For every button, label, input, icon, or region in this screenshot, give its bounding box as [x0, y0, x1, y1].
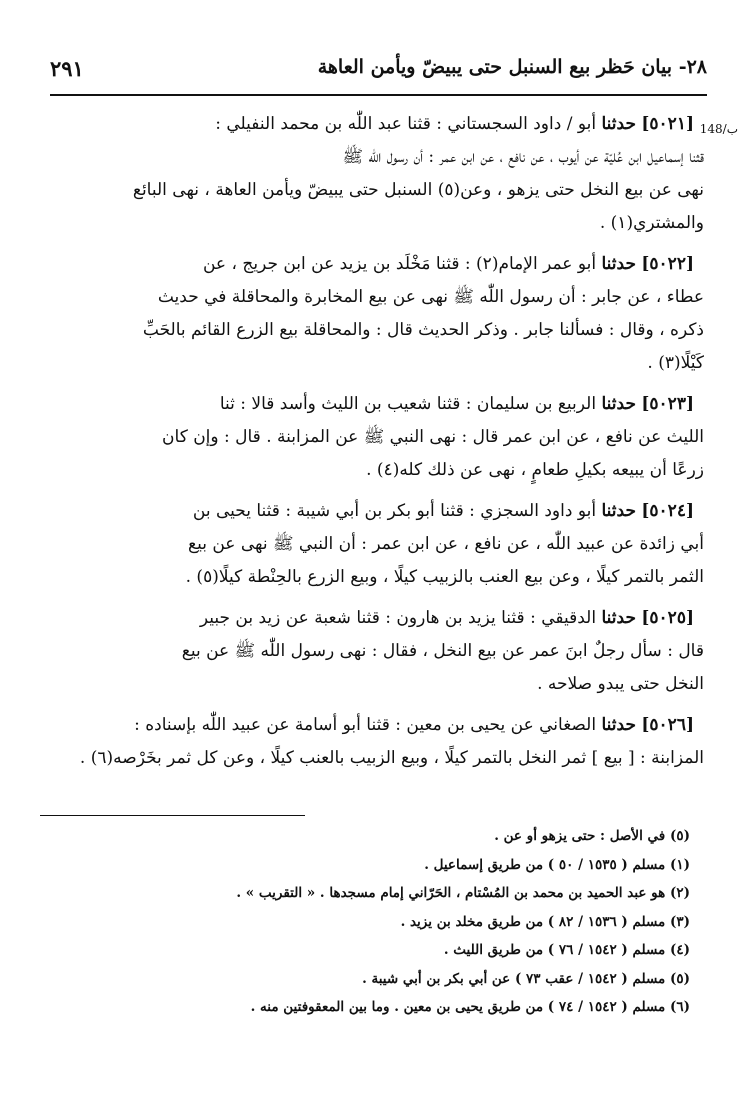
running-title: ٢٨- بيان حَظر بيع السنبل حتى يبيضّ ويأمن العاهة: [317, 56, 707, 78]
hadith-text-line: الصغاني عن يحيى بن معين : قثنا أبو أسامة عن عبيد اللّٰه بإسناده :: [134, 715, 597, 735]
hadith-5025: [40, 602, 704, 701]
footnote: (٣) مسلم ( ١٥٣٦ / ٨٢ ) من طريق مخلد بن يزيد .: [400, 913, 690, 930]
hadith-text-line: الليث عن نافع ، عن ابن عمر قال : نهى النبي ﷺ عن المزابنة . قال : وإن كان: [162, 427, 704, 447]
hadith-text-line: نهى عن بيع النخل حتى يزهو ، وعن(٥) السنبل حتى يبيضّ ويأمن العاهة ، نهى البائع: [132, 180, 704, 200]
hadith-lead: حدثنا: [601, 114, 636, 134]
hadith-text-line: أبو عمر الإمام(٢) : قثنا مَخْلَد بن يزيد عن ابن جريج ، عن: [202, 254, 597, 274]
hadith-text-line: كَيْلًا(٣) .: [647, 353, 704, 373]
page-header: [50, 50, 707, 96]
hadith-text-line: الدقيقي : قثنا يزيد بن هارون : قثنا شعبة عن زيد بن جبير: [199, 608, 597, 628]
hadith-text-line: والمشتري(١) .: [599, 213, 704, 233]
hadith-lead: حدثنا: [601, 501, 636, 521]
hadith-5026: [40, 709, 704, 775]
footnote-divider: [40, 815, 305, 816]
hadith-number: [٥٠٢٦]: [641, 715, 694, 735]
footnotes: [40, 822, 702, 1022]
hadith-text-line: عطاء ، عن جابر : أن رسول اللّٰه ﷺ نهى عن بيع المخابرة والمحاقلة في حديث: [157, 287, 704, 307]
hadith-text-line: زرعًا أن يبيعه بكيلِ طعامٍ ، نهى عن ذلك كله(٤) .: [366, 460, 704, 480]
hadith-text-line: قال : سأل رجلٌ ابنَ عمر عن بيع النخل ، فقال : نهى رسول اللّٰه ﷺ عن بيع: [181, 641, 704, 661]
hadith-text-line: المزابنة : [ بيع ] ثمر النخل بالتمر كيلًا ، وبيع الزبيب بالعنب كيلًا ، وعن كل ثمر بخَرْصه(٦) .: [79, 748, 704, 768]
hadith-lead: حدثنا: [601, 715, 636, 735]
footnote: (٦) مسلم ( ١٥٤٢ / ٧٤ ) من طريق يحيى بن معين . وما بين المعقوفتين منه .: [250, 999, 690, 1015]
hadith-number: [٥٠٢٥]: [641, 608, 694, 628]
page-number: ٢٩١: [50, 56, 84, 81]
hadith-text-line: أبو داود السجزي : قثنا أبو بكر بن أبي شيبة : قثنا يحيى بن: [192, 501, 597, 521]
hadith-text-line: النخل حتى يبدو صلاحه .: [537, 674, 704, 694]
hadith-text-line: ذكره ، وقال : فسألنا جابر . وذكر الحديث قال : والمحاقلة بيع الزرع القائم بالحَبِّ: [142, 320, 704, 340]
footnote: (٥) في الأصل : حتى يزهو أو عن .: [494, 828, 690, 844]
hadith-5022: [40, 248, 704, 380]
hadith-lead: حدثنا: [601, 394, 636, 414]
footnote: (٥) مسلم ( ١٥٤٢ / عقب ٧٣ ) عن أبي بكر بن أبي شيبة .: [362, 970, 690, 987]
hadith-text-line: قثنا إسماعيل ابن عُليّة عن أيوب ، عن نافع ، عن ابن عمر : أن رسول اللّٰه ﷺ: [342, 147, 704, 167]
hadith-text-line: أبو / داود السجستاني : قثنا عبد اللّٰه بن محمد النفيلي :: [215, 114, 597, 134]
hadith-text-line: الثمر بالتمر كيلًا ، وعن بيع العنب بالزبيب كيلًا ، وبيع الزرع بالحِنْطة كيلًا(٥) .: [185, 567, 704, 587]
manuscript-folio-reference: 148/ب: [699, 122, 738, 136]
hadith-5021: [40, 108, 704, 240]
hadith-5024: [40, 495, 704, 594]
hadith-number: [٥٠٢١]: [641, 114, 694, 134]
hadith-number: [٥٠٢٤]: [641, 501, 694, 521]
hadith-lead: حدثنا: [601, 254, 636, 274]
footnote: (١) مسلم ( ١٥٣٥ / ٥٠ ) من طريق إسماعيل .: [424, 856, 690, 873]
hadith-list: [40, 108, 704, 783]
hadith-lead: حدثنا: [601, 608, 636, 628]
hadith-number: [٥٠٢٢]: [641, 254, 694, 274]
hadith-text-line: أبي زائدة عن عبيد اللّٰه ، عن نافع ، عن ابن عمر : أن النبي ﷺ نهى عن بيع: [188, 534, 704, 554]
footnote: (٢) هو عبد الحميد بن محمد بن المُسْتام ، الحَرّاني إمام مسجدها . « التقريب » .: [236, 885, 690, 901]
hadith-5023: [40, 388, 704, 487]
footnote: (٤) مسلم ( ١٥٤٢ / ٧٦ ) من طريق الليث .: [443, 942, 690, 958]
hadith-text-line: الربيع بن سليمان : قثنا شعيب بن الليث وأسد قالا : ثنا: [219, 394, 597, 414]
hadith-number: [٥٠٢٣]: [641, 394, 694, 414]
